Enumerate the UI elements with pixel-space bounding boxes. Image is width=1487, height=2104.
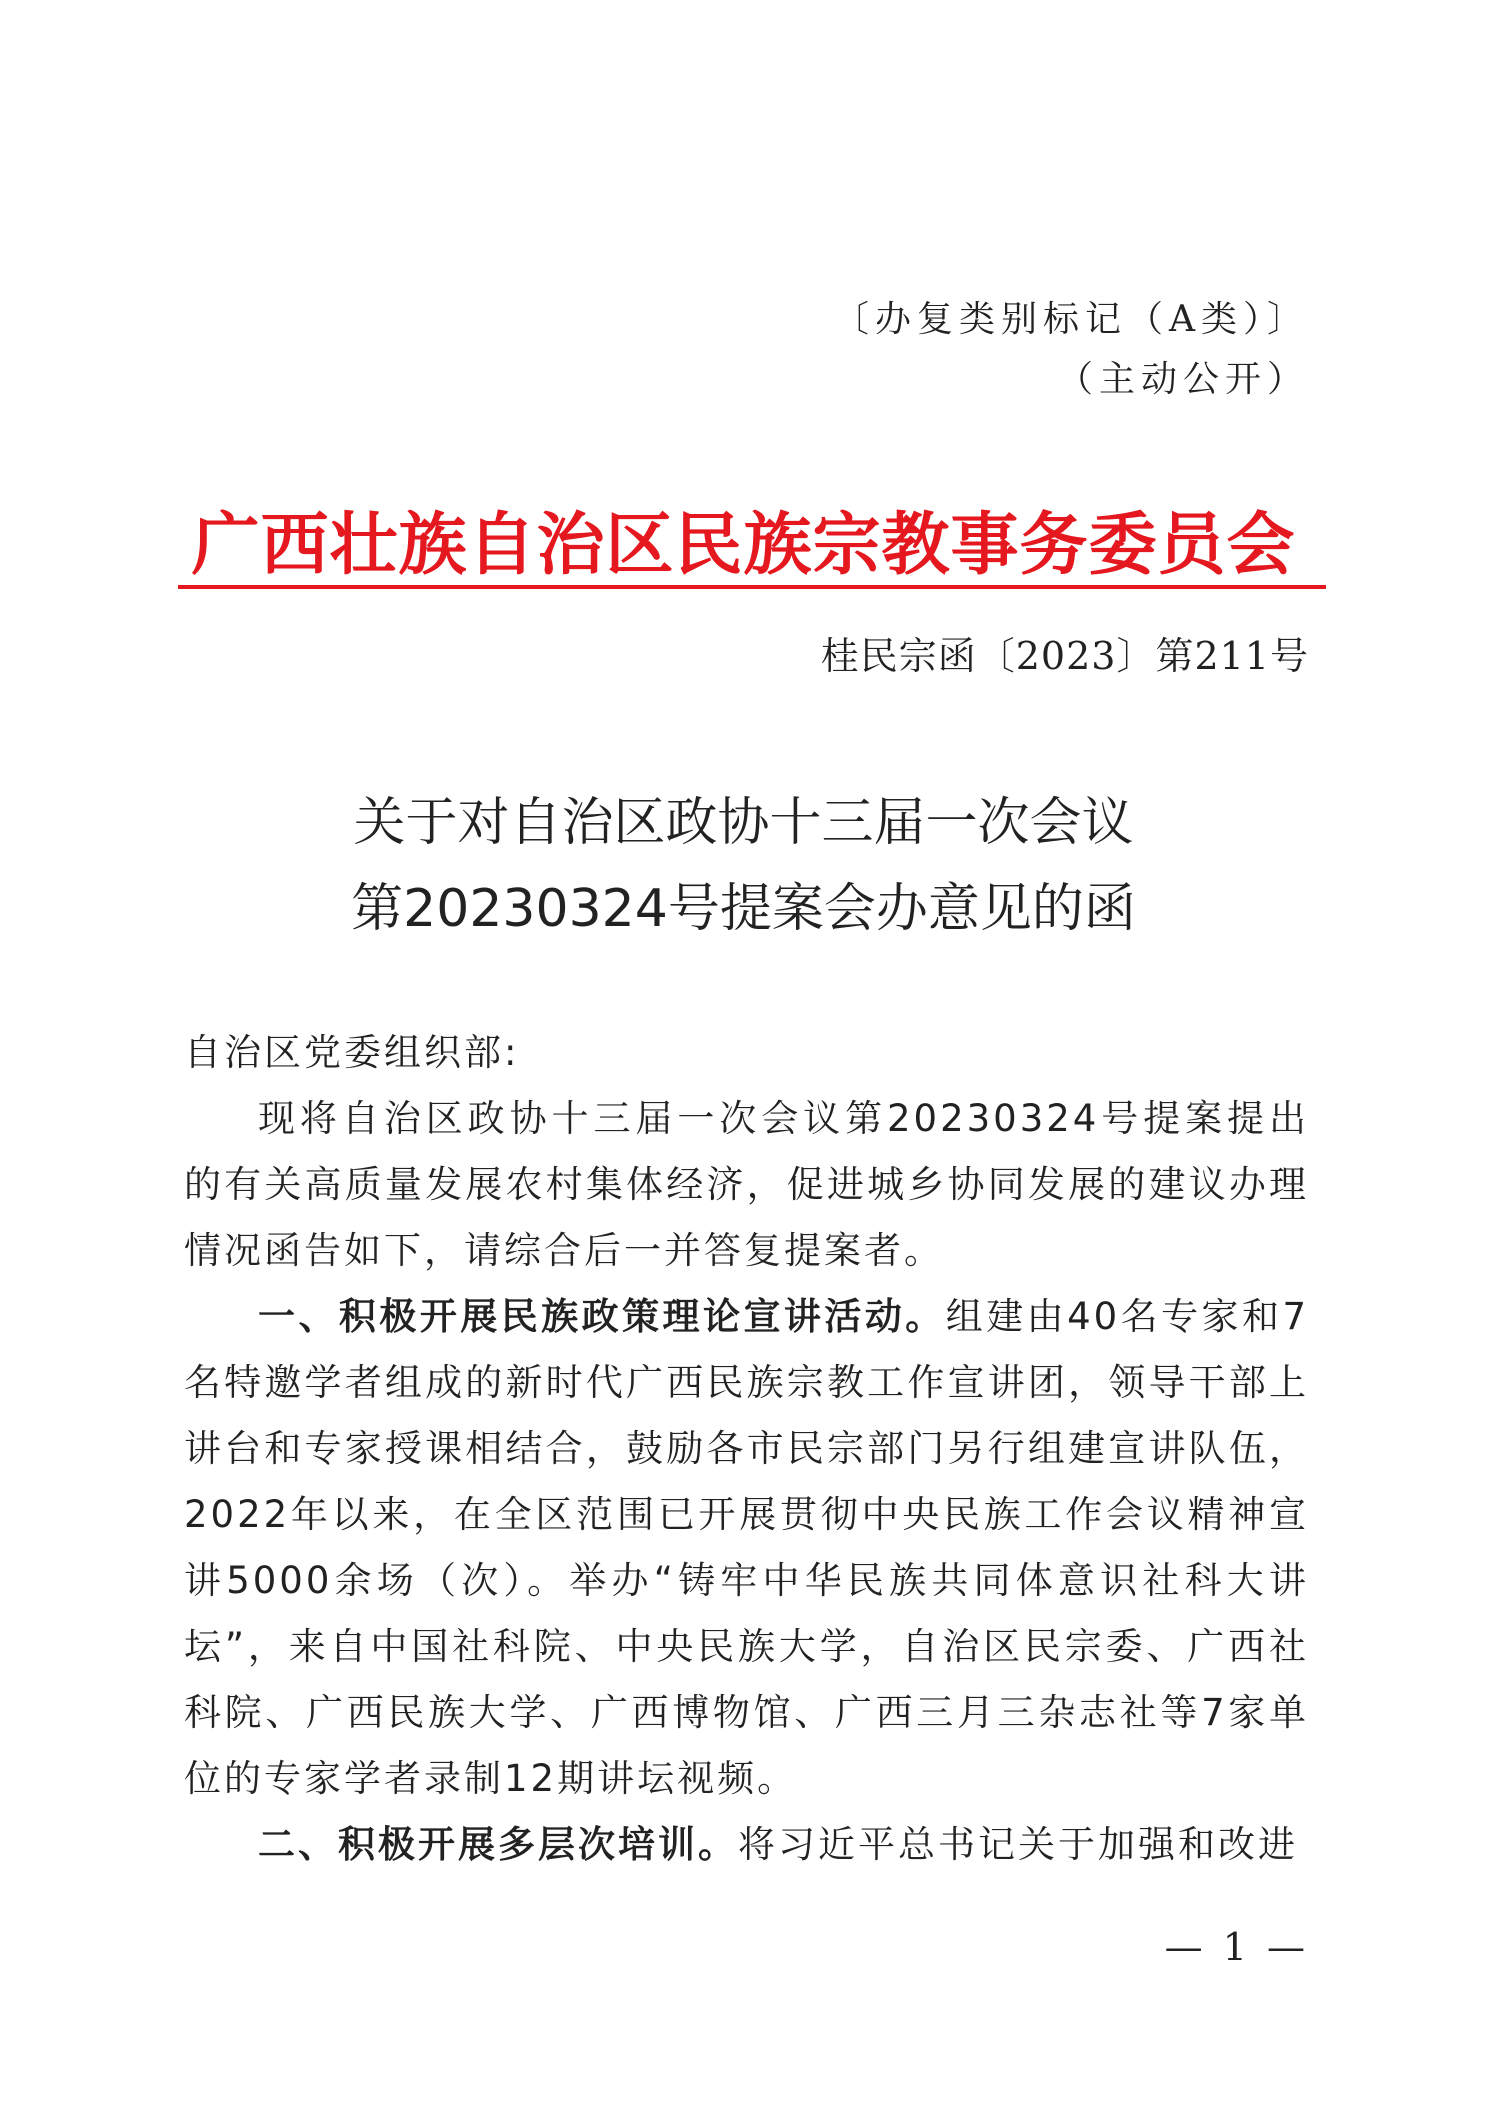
document-title <box>178 780 1309 952</box>
document-number: 桂民宗函〔2023〕第211号 <box>820 634 1309 678</box>
document-body <box>184 1020 1309 1878</box>
category-mark: 〔办复类别标记（A类）〕 <box>833 299 1309 340</box>
title-line-2: 第20230324号提案会办意见的函 <box>351 879 1136 939</box>
title-line-1: 关于对自治区政协十三届一次会议 <box>353 793 1134 853</box>
section-1-heading: 一、积极开展民族政策理论宣讲活动。 <box>258 1295 946 1338</box>
section-2-paragraph <box>184 1812 1309 1878</box>
letterhead <box>178 500 1309 590</box>
disclosure-mark: （主动公开） <box>1056 359 1309 400</box>
document-marks <box>833 290 1309 410</box>
section-2-text: 将习近平总书记关于加强和改进 <box>738 1823 1298 1866</box>
organization-name: 广西壮族自治区民族宗教事务委员会 <box>191 505 1296 585</box>
section-2-heading: 二、积极开展多层次培训。 <box>258 1823 738 1866</box>
section-1-paragraph <box>184 1284 1309 1812</box>
red-separator-line <box>178 585 1326 589</box>
intro-paragraph: 现将自治区政协十三届一次会议第20230324号提案提出的有关高质量发展农村集体经济，促进城乡协同发展的建议办理情况函告如下，请综合后一并答复提案者。 <box>184 1097 1309 1272</box>
page-number: — 1 — <box>1164 1925 1309 1969</box>
section-1-text: 组建由40名专家和7名特邀学者组成的新时代广西民族宗教工作宣讲团，领导干部上讲台和专家授课相结合，鼓励各市民宗部门另行组建宣讲队伍，2022年以来，在全区范围已开展贯彻中央民族工作会议精神宣讲5000余场（次）。举办“铸牢中华民族共同体意识社科大讲坛”，来自中国社科院、中央民族大学，自治区民宗委、广西社科院、广西民族大学、广西博物馆、广西三月三杂志社等7家单位的专家学者录制12期讲坛视频。 <box>184 1295 1309 1800</box>
salutation: 自治区党委组织部: <box>184 1031 520 1074</box>
